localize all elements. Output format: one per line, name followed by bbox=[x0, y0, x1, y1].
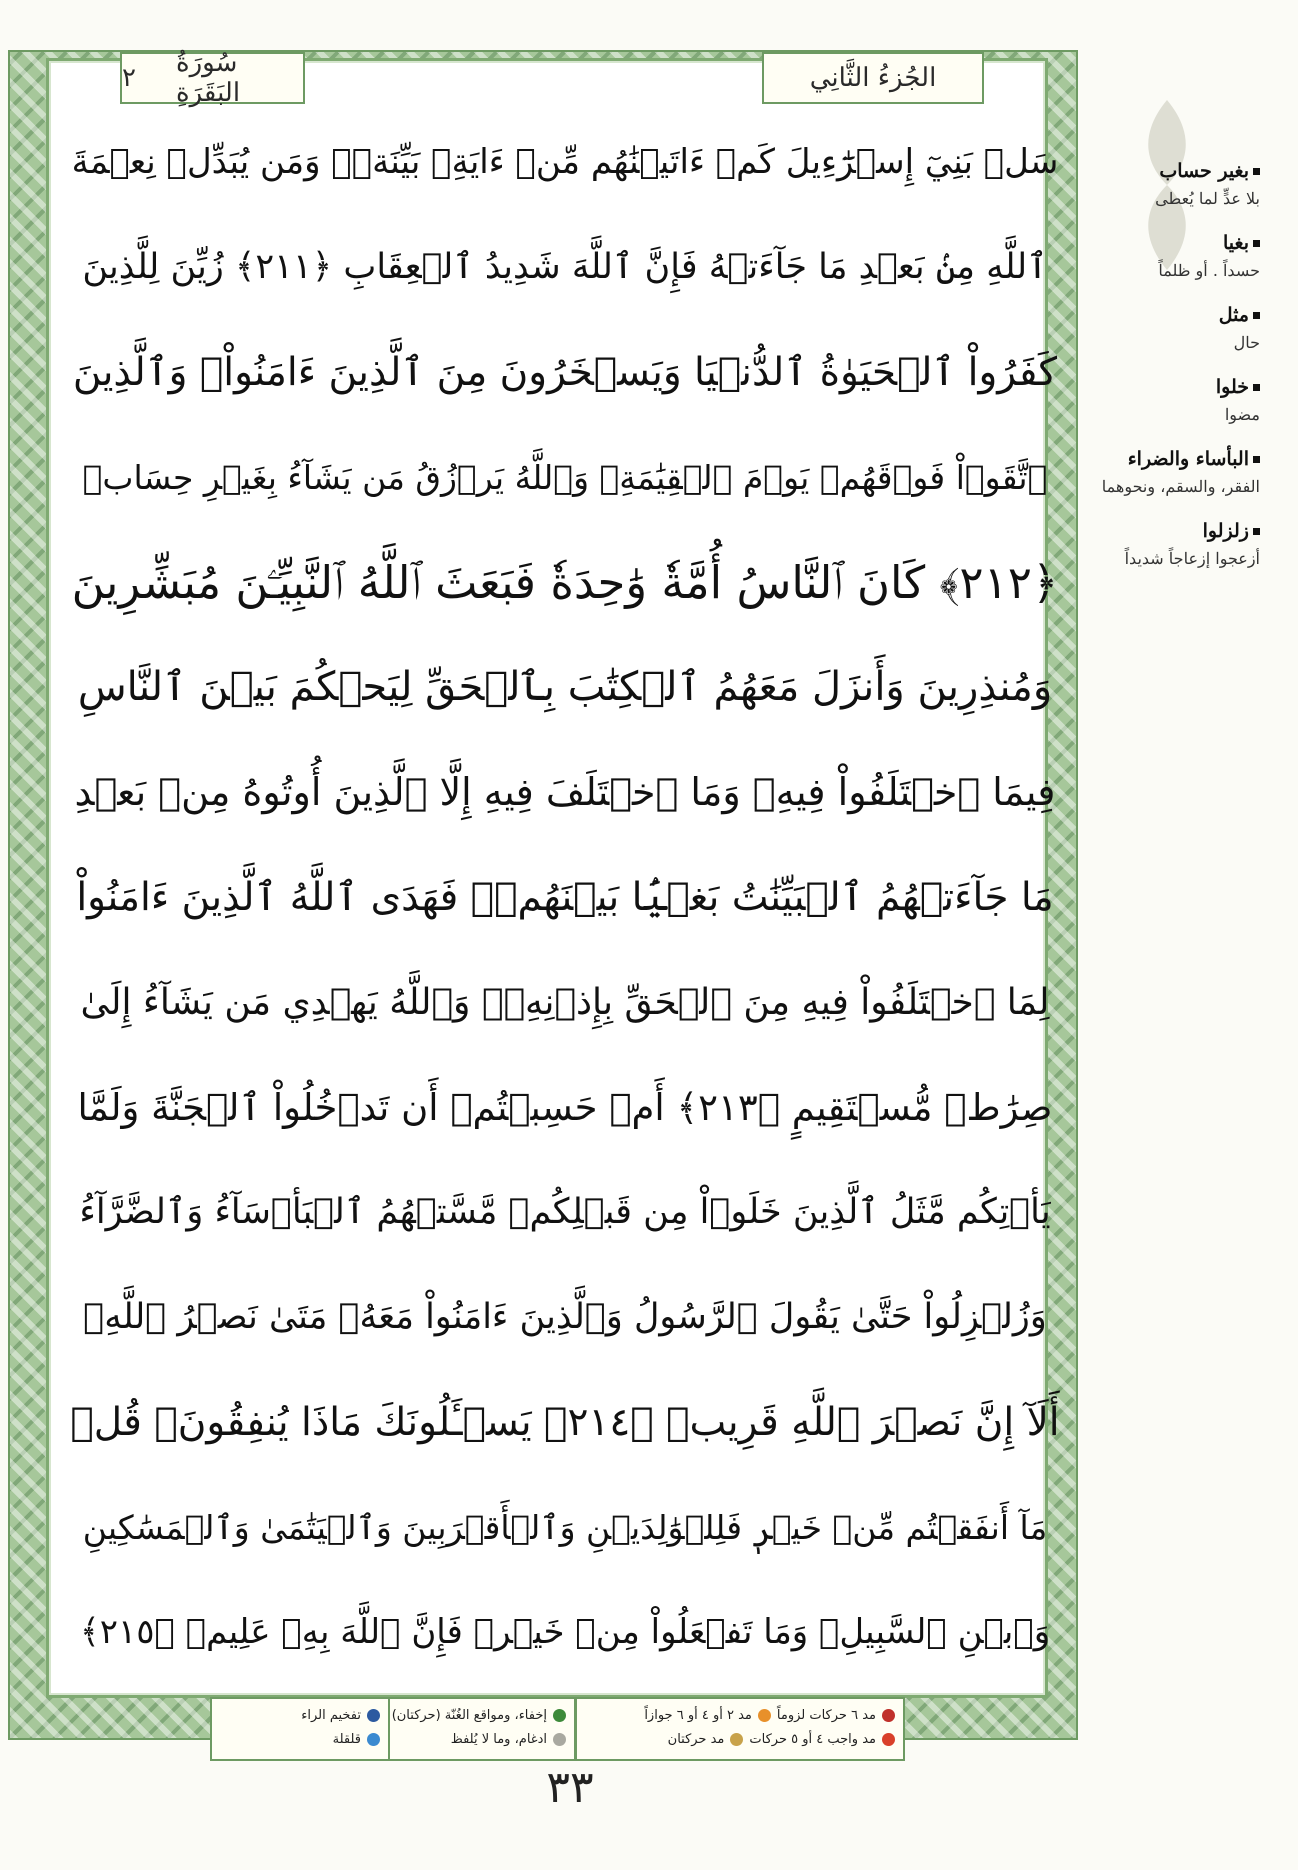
glossary-word: بغير حساب bbox=[1159, 160, 1249, 182]
verse-line: صِرَٰطٖ مُّسۡتَقِيمٍ ﴿٢١٣﴾ أَمۡ حَسِبۡتُمۡ أَن تَدۡخُلُواْ ٱلۡجَنَّةَ وَلَمَّا bbox=[77, 1086, 1053, 1129]
glossary-entry bbox=[1100, 448, 1260, 500]
bullet-square-icon bbox=[1253, 168, 1260, 175]
glossary-meaning: بلا عدٍّ لما يُعطى bbox=[1155, 189, 1260, 208]
tajweed-legend-ghunna bbox=[388, 1697, 576, 1761]
legend-dot-icon bbox=[882, 1709, 895, 1722]
glossary-meaning: الفقر، والسقم، ونحوهما bbox=[1101, 477, 1260, 496]
juz-header bbox=[762, 52, 984, 104]
glossary-word: مثل bbox=[1218, 304, 1249, 326]
verse-line: ﴿٢١٢﴾ كَانَ ٱلنَّاسُ أُمَّةٗ وَٰحِدَةٗ فَبَعَثَ ٱللَّهُ ٱلنَّبِيِّـۧنَ مُبَشِّرِينَ bbox=[71, 556, 1059, 609]
bullet-square-icon bbox=[1253, 240, 1260, 247]
legend-item: إخفاء، ومواقع الغُنّة (حركتان) bbox=[398, 1703, 566, 1727]
legend-dot-icon bbox=[882, 1733, 895, 1746]
verse-line: ٱتَّقَوۡاْ فَوۡقَهُمۡ يَوۡمَ ٱلۡقِيَٰمَةِۗ وَٱللَّهُ يَرۡزُقُ مَن يَشَآءُ بِغَيۡرِ حِسَابٖ bbox=[82, 458, 1048, 497]
glossary-meaning: أزعجوا إزعاجاً شديداً bbox=[1124, 549, 1260, 568]
verse-line: وَزُلۡزِلُواْ حَتَّىٰ يَقُولَ ٱلرَّسُولُ وَٱلَّذِينَ ءَامَنُواْ مَعَهُۥ مَتَىٰ نَصۡرُ ٱللَّهِۗ bbox=[83, 1297, 1047, 1337]
legend-item: مد ٦ حركات لزوماً مد ٢ أو ٤ أو ٦ جوازاً bbox=[585, 1703, 895, 1727]
verse-line: لِمَا ٱخۡتَلَفُواْ فِيهِ مِنَ ٱلۡحَقِّ بِإِذۡنِهِۦۗ وَٱللَّهُ يَهۡدِي مَن يَشَآءُ إِلَىٰ bbox=[80, 982, 1050, 1023]
tajweed-legend-madd bbox=[575, 1697, 905, 1761]
legend-item: ادغام، وما لا يُلفظ bbox=[398, 1727, 566, 1751]
juz-name: الجُزءُ الثَّانِي bbox=[809, 63, 937, 93]
legend-dot-icon bbox=[367, 1709, 380, 1722]
glossary-entry bbox=[1100, 520, 1260, 572]
verse-line: فِيمَا ٱخۡتَلَفُواْ فِيهِۚ وَمَا ٱخۡتَلَفَ فِيهِ إِلَّا ٱلَّذِينَ أُوتُوهُ مِنۢ بَعۡدِ bbox=[74, 770, 1056, 814]
verse-line: مَا جَآءَتۡهُمُ ٱلۡبَيِّنَٰتُ بَغۡيَۢا بَيۡنَهُمۡۖ فَهَدَى ٱللَّهُ ٱلَّذِينَ ءَامَنُواْ bbox=[76, 875, 1054, 920]
bullet-square-icon bbox=[1253, 456, 1260, 463]
legend-dot-icon bbox=[730, 1733, 743, 1746]
bullet-square-icon bbox=[1253, 312, 1260, 319]
glossary-entry bbox=[1100, 304, 1260, 356]
bullet-square-icon bbox=[1253, 528, 1260, 535]
glossary-entry bbox=[1100, 376, 1260, 428]
surah-header bbox=[120, 48, 305, 108]
legend-dot-icon bbox=[367, 1733, 380, 1746]
glossary-word: البأساء والضراء bbox=[1127, 448, 1249, 470]
glossary-meaning: حسداً . أو ظلماً bbox=[1158, 261, 1260, 280]
glossary-word: خلوا bbox=[1215, 376, 1249, 398]
verse-line: مَآ أَنفَقۡتُم مِّنۡ خَيۡرٖ فَلِلۡوَٰلِدَيۡنِ وَٱلۡأَقۡرَبِينَ وَٱلۡيَتَٰمَىٰ وَٱلۡمَسَٰكِينِ bbox=[82, 1508, 1048, 1547]
bullet-square-icon bbox=[1253, 384, 1260, 391]
glossary-margin bbox=[1100, 160, 1260, 592]
glossary-word: زلزلوا bbox=[1202, 520, 1249, 542]
legend-dot-icon bbox=[758, 1709, 771, 1722]
verse-line: أَلَآ إِنَّ نَصۡرَ ٱللَّهِ قَرِيبٞ ﴿٢١٤﴾ يَسۡـَٔلُونَكَ مَاذَا يُنفِقُونَۖ قُلۡ bbox=[70, 1400, 1060, 1445]
legend-item: قلقلة bbox=[220, 1727, 380, 1751]
verse-block bbox=[70, 110, 1060, 1710]
legend-dot-icon bbox=[553, 1709, 566, 1722]
verse-line: كَفَرُواْ ٱلۡحَيَوٰةُ ٱلدُّنۡيَا وَيَسۡخَرُونَ مِنَ ٱلَّذِينَ ءَامَنُواْۘ وَٱلَّذِينَ bbox=[72, 350, 1058, 395]
legend-dot-icon bbox=[553, 1733, 566, 1746]
glossary-entry bbox=[1100, 232, 1260, 284]
verse-line: وَٱبۡنِ ٱلسَّبِيلِۗ وَمَا تَفۡعَلُواْ مِنۡ خَيۡرٖ فَإِنَّ ٱللَّهَ بِهِۦ عَلِيمٞ ﴿٢١٥﴾ bbox=[79, 1612, 1051, 1652]
verse-line: سَلۡ بَنِيٓ إِسۡرَٰٓءِيلَ كَمۡ ءَاتَيۡنَٰهُم مِّنۡ ءَايَةِۭ بَيِّنَةٖۗ وَمَن يُبَدِّلۡ نِعۡمَةَ bbox=[71, 142, 1059, 182]
verse-line: يَأۡتِكُم مَّثَلُ ٱلَّذِينَ خَلَوۡاْ مِن قَبۡلِكُمۖ مَّسَّتۡهُمُ ٱلۡبَأۡسَآءُ وَٱلضَّرَّآءُ bbox=[79, 1192, 1051, 1232]
glossary-meaning: مضوا bbox=[1224, 405, 1260, 424]
glossary-word: بغيا bbox=[1223, 232, 1249, 254]
tajweed-legend-ra bbox=[210, 1697, 390, 1761]
legend-item: تفخيم الراء bbox=[220, 1703, 380, 1727]
page-number: ٣٣ bbox=[546, 1762, 594, 1813]
verse-line: ٱللَّهِ مِنۢ بَعۡدِ مَا جَآءَتۡهُ فَإِنَّ ٱللَّهَ شَدِيدُ ٱلۡعِقَابِ ﴿٢١١﴾ زُيِّنَ لِلَّذِينَ bbox=[82, 247, 1048, 287]
surah-name: سُورَةُ البَقَرَةِ bbox=[175, 48, 241, 108]
legend-item: مد واجب ٤ أو ٥ حركات مد حركتان bbox=[585, 1727, 895, 1751]
glossary-meaning: حال bbox=[1233, 333, 1260, 352]
verse-line: وَمُنذِرِينَ وَأَنزَلَ مَعَهُمُ ٱلۡكِتَٰبَ بِٱلۡحَقِّ لِيَحۡكُمَ بَيۡنَ ٱلنَّاسِ bbox=[77, 664, 1053, 710]
surah-number: ٢ bbox=[122, 63, 136, 93]
glossary-entry bbox=[1100, 160, 1260, 212]
